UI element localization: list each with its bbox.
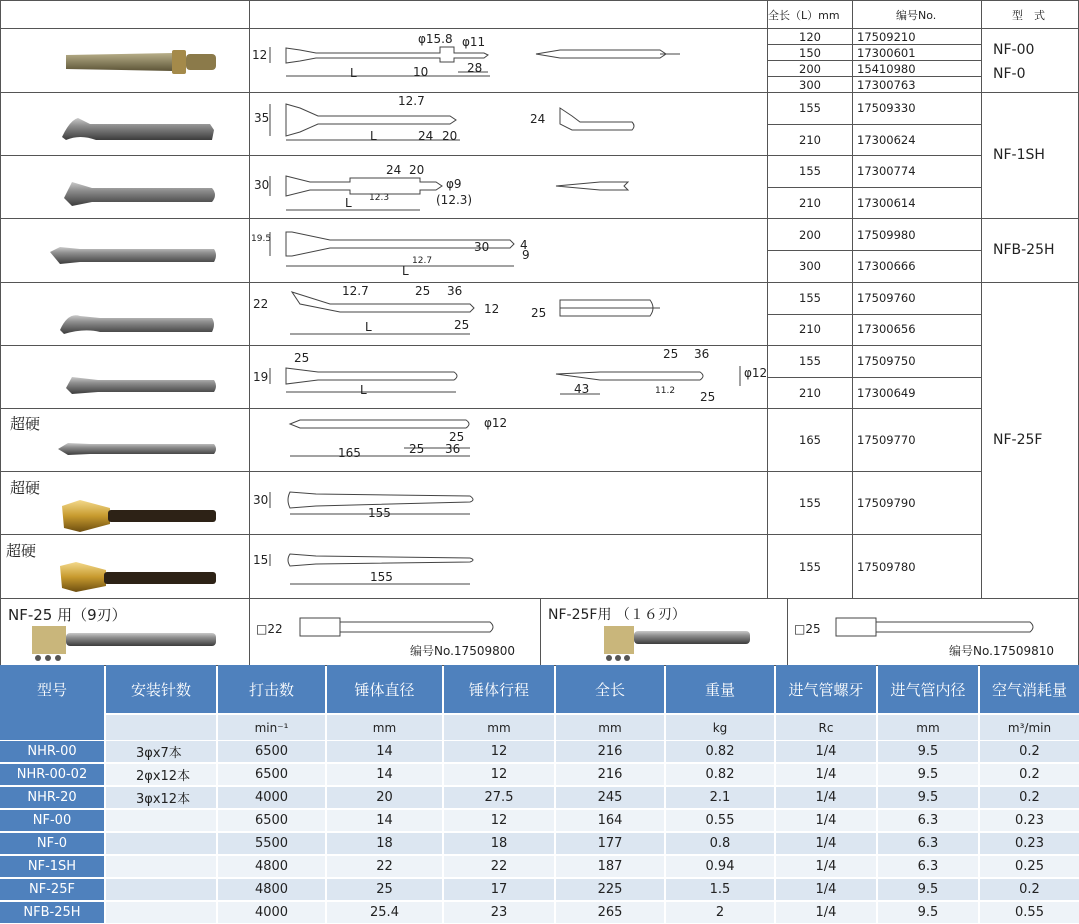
bush-right-title: NF-25F用 （１６刃） bbox=[548, 607, 686, 623]
spec-cell: 22 bbox=[327, 856, 442, 877]
dim-r7-3: 165 bbox=[338, 446, 361, 460]
model-nf0: NF-0 bbox=[993, 66, 1026, 82]
tool-photo-6 bbox=[66, 377, 216, 394]
spec-cell bbox=[106, 833, 216, 854]
spec-cell bbox=[106, 810, 216, 831]
spec-cell: 2 bbox=[666, 902, 774, 923]
spec-unit-piston-dia: mm bbox=[327, 715, 442, 740]
dim-r6-3: 25 bbox=[663, 347, 679, 361]
spec-cell: 2φx12本 bbox=[106, 764, 216, 785]
spec-cell: 164 bbox=[556, 810, 664, 831]
dim-r1-L: L bbox=[350, 66, 357, 80]
spec-cell: 18 bbox=[444, 833, 554, 854]
spec-table bbox=[0, 665, 1079, 924]
spec-header-air: 空气消耗量 bbox=[980, 665, 1079, 713]
dim-r6-1: 19 bbox=[253, 370, 269, 384]
dim-r3-6: (12.3) bbox=[436, 193, 473, 207]
spec-header-length: 全长 bbox=[556, 665, 664, 713]
spec-cell: 20 bbox=[327, 787, 442, 808]
carbide-label-1: 超硬 bbox=[10, 415, 41, 433]
tool-photo-5 bbox=[60, 315, 214, 334]
dim-r4-L: L bbox=[402, 264, 409, 278]
spec-cell: 25 bbox=[327, 879, 442, 900]
spec-row-model: NF-00 bbox=[0, 810, 104, 831]
dim-r4-3: 4 bbox=[520, 238, 528, 252]
spec-cell: 4800 bbox=[218, 856, 325, 877]
tool-photo-4 bbox=[50, 247, 216, 264]
length-4a: 200 bbox=[799, 228, 821, 242]
spec-cell: 265 bbox=[556, 902, 664, 923]
model-nfb25h: NFB-25H bbox=[993, 242, 1055, 258]
spec-cell: 6.3 bbox=[878, 833, 978, 854]
dim-r3-4: φ9 bbox=[446, 177, 462, 191]
spec-row-model: NHR-00-02 bbox=[0, 764, 104, 785]
spec-cell: 187 bbox=[556, 856, 664, 877]
spec-cell: 17 bbox=[444, 879, 554, 900]
tool-photo-8 bbox=[62, 500, 216, 532]
bush-hammer-photo-right bbox=[604, 626, 750, 661]
spec-cell: 0.2 bbox=[980, 879, 1079, 900]
spec-cell: 177 bbox=[556, 833, 664, 854]
model-nf00: NF-00 bbox=[993, 42, 1035, 58]
dim-r3-5: 12.3 bbox=[369, 193, 390, 203]
number-7: 17509770 bbox=[857, 433, 916, 447]
length-8: 155 bbox=[799, 496, 821, 510]
spec-cell: 9.5 bbox=[878, 787, 978, 808]
spec-cell: 216 bbox=[556, 764, 664, 785]
tool-photo-9 bbox=[60, 562, 216, 592]
spec-cell: 0.23 bbox=[980, 810, 1079, 831]
dim-r7-4: 25 bbox=[409, 442, 425, 456]
spec-header-stroke: 锤体行程 bbox=[444, 665, 554, 713]
spec-model-header-ext bbox=[0, 713, 104, 740]
dim-r2-1: 35 bbox=[254, 111, 270, 125]
spec-cell: 0.2 bbox=[980, 764, 1079, 785]
length-1c: 200 bbox=[799, 62, 821, 76]
number-1d: 17300763 bbox=[857, 78, 916, 92]
header-length: 全长（L）mm bbox=[768, 9, 840, 22]
number-2a: 17509330 bbox=[857, 101, 916, 115]
number-4a: 17509980 bbox=[857, 228, 916, 242]
spec-cell: 4000 bbox=[218, 902, 325, 923]
number-5b: 17300656 bbox=[857, 322, 916, 336]
spec-row-model: NF-25F bbox=[0, 879, 104, 900]
length-1a: 120 bbox=[799, 30, 821, 44]
dim-r2-3: 24 bbox=[418, 129, 434, 143]
dim-r3-L: L bbox=[345, 196, 352, 210]
spec-cell: 1/4 bbox=[776, 810, 876, 831]
number-9: 17509780 bbox=[857, 560, 916, 574]
spec-cell: 22 bbox=[444, 856, 554, 877]
bush-drawing-right bbox=[836, 618, 1033, 636]
dim-r5-5: 12 bbox=[484, 302, 500, 316]
spec-cell: 12 bbox=[444, 741, 554, 762]
spec-cell: 0.2 bbox=[980, 741, 1079, 762]
dim-r3-2: 24 bbox=[386, 163, 402, 177]
spec-cell: 5500 bbox=[218, 833, 325, 854]
spec-cell: 9.5 bbox=[878, 741, 978, 762]
length-2b: 210 bbox=[799, 133, 821, 147]
spec-cell: 3φx12本 bbox=[106, 787, 216, 808]
spec-unit-stroke: mm bbox=[444, 715, 554, 740]
dim-r6-6: 43 bbox=[574, 382, 590, 396]
carbide-label-3: 超硬 bbox=[6, 542, 37, 560]
bush-drawing-left bbox=[300, 618, 493, 636]
dim-r1-1: 12 bbox=[252, 48, 268, 62]
dim-r5-L: L bbox=[365, 320, 372, 334]
dim-r3-1: 30 bbox=[254, 178, 270, 192]
spec-cell: 0.82 bbox=[666, 764, 774, 785]
dim-r2-L: L bbox=[370, 129, 377, 143]
dim-r4-2: 30 bbox=[474, 240, 490, 254]
dim-r2-4: 20 bbox=[442, 129, 458, 143]
dim-r8-2: 155 bbox=[368, 506, 391, 520]
spec-row-model: NF-0 bbox=[0, 833, 104, 854]
spec-unit-blows: min⁻¹ bbox=[218, 715, 325, 740]
spec-row-model: NHR-00 bbox=[0, 741, 104, 762]
spec-header-weight: 重量 bbox=[666, 665, 774, 713]
spec-cell: 18 bbox=[327, 833, 442, 854]
spec-cell: 0.2 bbox=[980, 787, 1079, 808]
spec-unit-pins bbox=[106, 715, 216, 740]
dim-r6-8: 25 bbox=[700, 390, 716, 404]
spec-row-model: NF-1SH bbox=[0, 856, 104, 877]
spec-cell: 1/4 bbox=[776, 879, 876, 900]
drawing-7 bbox=[290, 420, 470, 456]
number-5a: 17509760 bbox=[857, 291, 916, 305]
spec-cell bbox=[106, 856, 216, 877]
dim-r5-6: 25 bbox=[454, 318, 470, 332]
spec-cell: 3φx7本 bbox=[106, 741, 216, 762]
number-1a: 17509210 bbox=[857, 30, 916, 44]
spec-cell: 25.4 bbox=[327, 902, 442, 923]
dim-r7-2: 25 bbox=[449, 430, 465, 444]
dim-r6-4: 36 bbox=[694, 347, 710, 361]
number-8: 17509790 bbox=[857, 496, 916, 510]
number-3a: 17300774 bbox=[857, 164, 916, 178]
dim-r7-5: 36 bbox=[445, 442, 461, 456]
dim-r5-4: 36 bbox=[447, 284, 463, 298]
spec-cell: 1/4 bbox=[776, 764, 876, 785]
dim-r9-1: 15 bbox=[253, 553, 269, 567]
spec-cell: 14 bbox=[327, 764, 442, 785]
spec-header-blows: 打击数 bbox=[218, 665, 325, 713]
spec-cell: 6.3 bbox=[878, 810, 978, 831]
spec-cell: 1.5 bbox=[666, 879, 774, 900]
spec-unit-length: mm bbox=[556, 715, 664, 740]
dim-r4-5: 12.7 bbox=[412, 256, 433, 266]
spec-cell: 12 bbox=[444, 810, 554, 831]
spec-header-thread: 进气管螺牙 bbox=[776, 665, 876, 713]
number-3b: 17300614 bbox=[857, 196, 916, 210]
number-1b: 17300601 bbox=[857, 46, 916, 60]
spec-cell: 9.5 bbox=[878, 879, 978, 900]
spec-unit-air: m³/min bbox=[980, 715, 1079, 740]
dim-r3-3: 20 bbox=[409, 163, 425, 177]
bush-right-no: 编号No.17509810 bbox=[949, 644, 1055, 658]
dim-r1-5: 28 bbox=[467, 61, 483, 75]
tool-photo-1 bbox=[66, 50, 216, 74]
spec-cell: 0.55 bbox=[666, 810, 774, 831]
dim-r5-1: 22 bbox=[253, 297, 269, 311]
spec-cell: 0.25 bbox=[980, 856, 1079, 877]
tool-photo-7 bbox=[58, 443, 216, 455]
spec-cell: 1/4 bbox=[776, 902, 876, 923]
carbide-label-2: 超硬 bbox=[10, 479, 41, 497]
spec-header-pins: 安装针数 bbox=[106, 665, 216, 713]
length-4b: 300 bbox=[799, 259, 821, 273]
number-2b: 17300624 bbox=[857, 133, 916, 147]
number-6b: 17300649 bbox=[857, 386, 916, 400]
bush-right-size: □25 bbox=[794, 622, 821, 636]
dim-r1-3: φ11 bbox=[462, 35, 486, 49]
spec-cell: 245 bbox=[556, 787, 664, 808]
spec-cell: 27.5 bbox=[444, 787, 554, 808]
spec-cell: 0.8 bbox=[666, 833, 774, 854]
length-2a: 155 bbox=[799, 101, 821, 115]
dim-r1-2: φ15.8 bbox=[418, 32, 453, 46]
spec-cell: 4800 bbox=[218, 879, 325, 900]
number-1c: 15410980 bbox=[857, 62, 916, 76]
length-3a: 155 bbox=[799, 164, 821, 178]
spec-cell: 4000 bbox=[218, 787, 325, 808]
tool-photo-3 bbox=[64, 182, 215, 206]
length-7: 165 bbox=[799, 433, 821, 447]
spec-header-piston-dia: 锤体直径 bbox=[327, 665, 442, 713]
dim-r4-4: 9 bbox=[522, 248, 530, 262]
spec-header-hose: 进气管内径 bbox=[878, 665, 978, 713]
spec-cell: 1/4 bbox=[776, 833, 876, 854]
spec-row-model: NHR-20 bbox=[0, 787, 104, 808]
spec-unit-thread: Rc bbox=[776, 715, 876, 740]
bush-left-size: □22 bbox=[256, 622, 283, 636]
spec-unit-hose: mm bbox=[878, 715, 978, 740]
spec-cell: 0.82 bbox=[666, 741, 774, 762]
spec-cell: 0.23 bbox=[980, 833, 1079, 854]
spec-cell: 14 bbox=[327, 741, 442, 762]
spec-row-model: NFB-25H bbox=[0, 902, 104, 923]
spec-cell: 12 bbox=[444, 764, 554, 785]
dim-r2-5: 24 bbox=[530, 112, 546, 126]
drawing-5 bbox=[290, 292, 660, 334]
spec-cell: 1/4 bbox=[776, 787, 876, 808]
spec-cell: 6500 bbox=[218, 764, 325, 785]
dim-r6-L: L bbox=[360, 383, 367, 397]
dim-r4-1: 19.5 bbox=[251, 234, 272, 244]
header-model: 型 式 bbox=[1012, 9, 1045, 22]
dim-r6-7: 11.2 bbox=[655, 386, 676, 396]
spec-cell: 216 bbox=[556, 741, 664, 762]
header-number: 编号No. bbox=[896, 9, 937, 22]
length-1b: 150 bbox=[799, 46, 821, 60]
length-3b: 210 bbox=[799, 196, 821, 210]
spec-cell: 1/4 bbox=[776, 856, 876, 877]
dim-r6-5: φ12 bbox=[744, 366, 768, 380]
spec-header-model: 型号 bbox=[0, 665, 104, 713]
length-5b: 210 bbox=[799, 322, 821, 336]
dim-r2-2: 12.7 bbox=[398, 94, 425, 108]
length-9: 155 bbox=[799, 560, 821, 574]
spec-cell: 6500 bbox=[218, 810, 325, 831]
length-6a: 155 bbox=[799, 354, 821, 368]
spec-cell: 9.5 bbox=[878, 764, 978, 785]
spec-cell: 23 bbox=[444, 902, 554, 923]
length-6b: 210 bbox=[799, 386, 821, 400]
dim-r8-1: 30 bbox=[253, 493, 269, 507]
number-6a: 17509750 bbox=[857, 354, 916, 368]
spec-cell: 9.5 bbox=[878, 902, 978, 923]
dim-r9-2: 155 bbox=[370, 570, 393, 584]
length-1d: 300 bbox=[799, 78, 821, 92]
tool-photo-2 bbox=[62, 118, 214, 140]
spec-cell: 6500 bbox=[218, 741, 325, 762]
dim-r6-2: 25 bbox=[294, 351, 310, 365]
bush-left-no: 编号No.17509800 bbox=[410, 644, 516, 658]
number-4b: 17300666 bbox=[857, 259, 916, 273]
dim-r5-2: 12.7 bbox=[342, 284, 369, 298]
dim-r5-7: 25 bbox=[531, 306, 547, 320]
spec-unit-weight: kg bbox=[666, 715, 774, 740]
model-nf1sh: NF-1SH bbox=[993, 147, 1045, 163]
spec-cell: 6.3 bbox=[878, 856, 978, 877]
spec-cell: 225 bbox=[556, 879, 664, 900]
bush-left-title: NF-25 用（9刃） bbox=[8, 606, 127, 624]
dim-r5-3: 25 bbox=[415, 284, 431, 298]
spec-cell: 14 bbox=[327, 810, 442, 831]
dim-r7-1: φ12 bbox=[484, 416, 508, 430]
spec-cell: 1/4 bbox=[776, 741, 876, 762]
dim-r1-4: 10 bbox=[413, 65, 429, 79]
spec-cell: 0.55 bbox=[980, 902, 1079, 923]
spec-cell bbox=[106, 902, 216, 923]
spec-cell bbox=[106, 879, 216, 900]
model-nf25f: NF-25F bbox=[993, 432, 1043, 448]
spec-cell: 0.94 bbox=[666, 856, 774, 877]
spec-cell: 2.1 bbox=[666, 787, 774, 808]
length-5a: 155 bbox=[799, 291, 821, 305]
bush-hammer-photo-left bbox=[32, 626, 216, 661]
